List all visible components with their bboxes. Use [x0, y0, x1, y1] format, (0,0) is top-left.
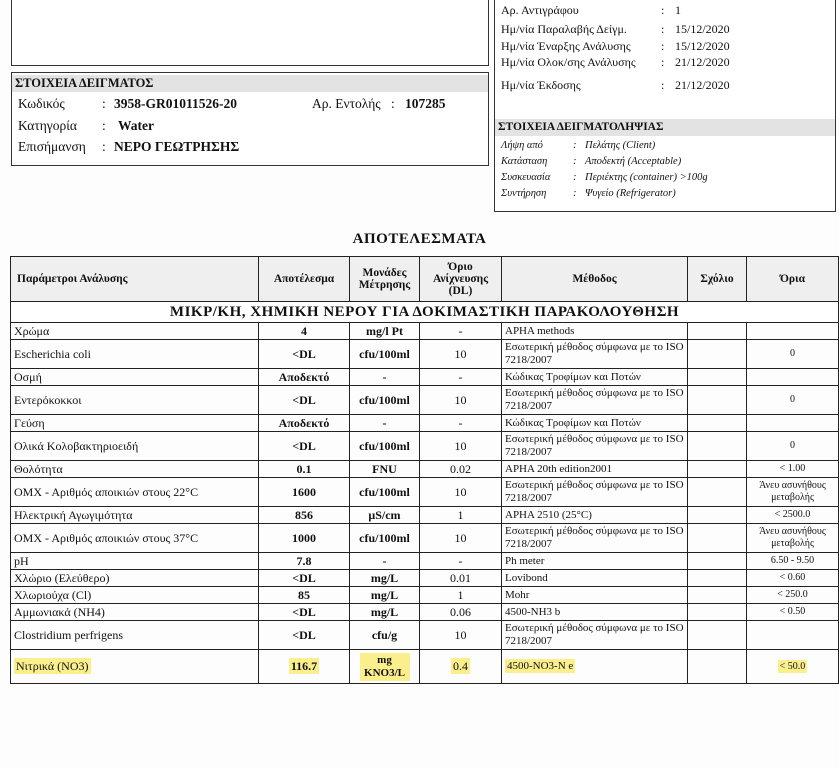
detection-limit-cell [420, 478, 502, 507]
method-cell-text: Κώδικας Τροφίμων και Ποτών [505, 416, 641, 429]
comment-cell [688, 461, 747, 478]
table-row [11, 461, 839, 478]
param-cell [11, 478, 259, 507]
detection-limit-cell-text: 0.06 [450, 604, 471, 619]
detection-limit-cell-text: 1 [457, 507, 464, 522]
unit-cell [350, 507, 420, 524]
result-cell-text: 856 [295, 507, 313, 522]
method-cell [502, 570, 688, 587]
sampling-value: Περιέκτης (container) >100g [585, 172, 708, 183]
table-row [11, 621, 839, 650]
unit-cell [350, 524, 420, 553]
comment-cell [688, 524, 747, 553]
detection-limit-cell [420, 553, 502, 570]
detection-limit-cell [420, 604, 502, 621]
limit-cell [747, 369, 839, 386]
comment-cell [688, 323, 747, 340]
limit-cell-text: < 250.0 [777, 589, 808, 600]
unit-cell [350, 432, 420, 461]
param-cell-text: ΟΜΧ - Αριθμός αποικιών στους 37°C [14, 530, 199, 545]
date-label: Ημ/νία Παραλαβής Δείγμ. [501, 22, 627, 36]
section-row [11, 302, 839, 323]
param-cell [11, 507, 259, 524]
result-cell-text: 4 [301, 323, 307, 338]
detection-limit-cell-text: - [458, 369, 463, 384]
sampling-label: Κατάσταση [501, 156, 548, 167]
date-value: 21/12/2020 [675, 78, 730, 92]
method-cell [502, 461, 688, 478]
method-cell-text: Εσωτερική μέθοδος σύμφωνα με το ISO 7218/2007 [505, 479, 684, 504]
date-sep: : [661, 55, 665, 69]
limit-cell-text: < 1.00 [779, 463, 806, 474]
result-cell-text: 1000 [292, 530, 316, 545]
param-cell [11, 415, 259, 432]
marking-label: Επισήμανση [18, 139, 86, 154]
detection-limit-cell-text: 0.01 [450, 570, 471, 585]
limit-cell-text: 0 [790, 440, 795, 451]
detection-limit-cell-text: - [458, 323, 463, 338]
unit-cell-text: mg KNO3/L [360, 653, 410, 681]
method-cell-text: APHA methods [505, 324, 575, 337]
detection-limit-cell [420, 386, 502, 415]
result-cell-text: 7.8 [296, 553, 312, 568]
code-label: Κωδικός [18, 96, 65, 111]
detection-limit-cell-text: - [458, 415, 463, 430]
method-cell [502, 415, 688, 432]
comment-cell [688, 340, 747, 369]
unit-cell [350, 415, 420, 432]
param-cell-text: ΟΜΧ - Αριθμός αποικιών στους 22°C [14, 484, 199, 499]
result-cell-text: Αποδεκτό [278, 369, 330, 384]
param-cell-text: Νιτρικά (NO3) [16, 659, 89, 673]
method-cell [502, 323, 688, 340]
result-cell [259, 340, 350, 369]
unit-cell-text: cfu/g [371, 627, 398, 642]
unit-cell-text: cfu/100ml [359, 346, 410, 361]
method-cell [502, 621, 688, 650]
result-cell [259, 432, 350, 461]
unit-cell [350, 587, 420, 604]
result-cell [259, 507, 350, 524]
dates-sampling-box [494, 0, 836, 212]
date-label: Ημ/νία Έκδοσης [501, 78, 581, 92]
unit-cell-text: - [382, 369, 387, 384]
method-cell [502, 369, 688, 386]
method-cell [502, 650, 688, 684]
unit-cell [350, 650, 420, 684]
method-cell [502, 478, 688, 507]
param-cell [11, 386, 259, 415]
sampling-label: Συσκευασία [501, 172, 551, 183]
param-cell [11, 587, 259, 604]
sampling-value: Πελάτης (Client) [585, 140, 656, 151]
param-cell [11, 650, 259, 684]
category-sep: : [102, 118, 106, 133]
detection-limit-cell [420, 340, 502, 369]
result-cell [259, 553, 350, 570]
method-cell-text: Εσωτερική μέθοδος σύμφωνα με το ISO 7218/2007 [505, 341, 684, 366]
limit-cell [747, 621, 839, 650]
detection-limit-cell-text: 0.02 [450, 461, 471, 476]
table-row [11, 323, 839, 340]
detection-limit-cell [420, 621, 502, 650]
category-label: Κατηγορία [18, 118, 77, 133]
results-table [10, 256, 839, 684]
sampling-sep: : [573, 156, 577, 167]
result-cell-text: <DL [292, 392, 316, 407]
sampling-sep: : [573, 188, 577, 199]
unit-cell-text: mg/L [370, 570, 399, 585]
limit-cell [747, 553, 839, 570]
result-cell-text: <DL [292, 438, 316, 453]
detection-limit-cell [420, 507, 502, 524]
limit-cell [747, 507, 839, 524]
code-value: 3958-GR01011526-20 [114, 96, 237, 111]
unit-cell-text: - [382, 415, 387, 430]
sampling-sep: : [573, 172, 577, 183]
unit-cell-text: mg/L [370, 587, 399, 602]
detection-limit-cell-text: 10 [454, 530, 467, 545]
comment-cell [688, 507, 747, 524]
table-row [11, 432, 839, 461]
sample-info-box [11, 72, 489, 166]
date-sep: : [661, 22, 665, 36]
comment-cell [688, 369, 747, 386]
param-cell [11, 323, 259, 340]
detection-limit-cell-text: 1 [457, 587, 464, 602]
limit-cell-text: 0 [790, 348, 795, 359]
unit-cell [350, 478, 420, 507]
col-header-limits: Όρια [747, 257, 839, 302]
unit-cell [350, 570, 420, 587]
method-cell-text: Κώδικας Τροφίμων και Ποτών [505, 370, 641, 383]
method-cell [502, 587, 688, 604]
unit-cell-text: cfu/100ml [359, 438, 410, 453]
method-cell-text: Mohr [505, 588, 530, 601]
comment-cell [688, 604, 747, 621]
limit-cell-text: Άνευ ασυνήθους μεταβολής [759, 480, 826, 503]
comment-cell [688, 587, 747, 604]
method-cell-text: Ph meter [505, 554, 545, 567]
order-label: Αρ. Εντολής [312, 96, 381, 111]
result-cell [259, 323, 350, 340]
order-sep: : [391, 96, 395, 111]
detection-limit-cell [420, 323, 502, 340]
unit-cell [350, 323, 420, 340]
method-cell-text: Εσωτερική μέθοδος σύμφωνα με το ISO 7218/2007 [505, 433, 684, 458]
result-cell-text: <DL [292, 627, 316, 642]
col-header-method: Μέθοδος [502, 257, 688, 302]
result-cell [259, 369, 350, 386]
unit-cell-text: - [382, 553, 387, 568]
table-row [11, 507, 839, 524]
method-cell [502, 432, 688, 461]
param-cell-text: Clostridium perfrigens [14, 627, 123, 642]
sampling-value: Αποδεκτή (Acceptable) [585, 156, 682, 167]
param-cell [11, 604, 259, 621]
unit-cell [350, 340, 420, 369]
unit-cell-text: FNU [372, 461, 397, 476]
param-cell [11, 553, 259, 570]
comment-cell [688, 621, 747, 650]
result-cell-text: <DL [292, 570, 316, 585]
limit-cell [747, 461, 839, 478]
table-row [11, 604, 839, 621]
detection-limit-cell [420, 524, 502, 553]
comment-cell [688, 650, 747, 684]
method-cell [502, 604, 688, 621]
sample-heading: ΣΤΟΙΧΕΙΑ ΔΕΙΓΜΑΤΟΣ [12, 75, 488, 92]
result-cell [259, 587, 350, 604]
header-blank-box [11, 0, 489, 66]
detection-limit-cell-text: 10 [454, 484, 467, 499]
table-row [11, 650, 839, 684]
sampling-label: Λήψη από [501, 140, 543, 151]
method-cell-text: Lovibond [505, 571, 548, 584]
method-cell-text: 4500-NH3 b [505, 605, 561, 618]
date-value: 15/12/2020 [675, 39, 730, 53]
comment-cell [688, 478, 747, 507]
detection-limit-cell-text: 10 [454, 627, 467, 642]
method-cell-text: Εσωτερική μέθοδος σύμφωνα με το ISO 7218/2007 [505, 387, 684, 412]
comment-cell [688, 432, 747, 461]
marking-value: ΝΕΡΟ ΓΕΩΤΡΗΣΗΣ [114, 139, 240, 154]
detection-limit-cell-text: 10 [454, 438, 467, 453]
result-cell [259, 621, 350, 650]
sampling-label: Συντήρηση [501, 188, 547, 199]
limit-cell-text: Άνευ ασυνήθους μεταβολής [759, 526, 826, 549]
result-cell [259, 524, 350, 553]
limit-cell [747, 524, 839, 553]
detection-limit-cell-text: - [458, 553, 463, 568]
detection-limit-cell [420, 369, 502, 386]
param-cell-text: Ολικά Κολοβακτηριοειδή [14, 438, 139, 453]
col-header-unit: Μονάδες Μέτρησης [350, 257, 420, 302]
marking-sep: : [102, 139, 106, 154]
col-header-parameter: Παράμετροι Ανάλυσης [11, 257, 259, 302]
limit-cell [747, 478, 839, 507]
table-row [11, 587, 839, 604]
result-cell [259, 415, 350, 432]
param-cell-text: Χλωριούχα (Cl) [14, 587, 92, 602]
limit-cell [747, 323, 839, 340]
method-cell-text: Εσωτερική μέθοδος σύμφωνα με το ISO 7218/2007 [505, 525, 684, 550]
results-title: ΑΠΟΤΕΛΕΣΜΑΤΑ [352, 231, 487, 247]
param-cell [11, 524, 259, 553]
result-cell [259, 478, 350, 507]
limit-cell [747, 340, 839, 369]
table-row [11, 415, 839, 432]
detection-limit-cell [420, 432, 502, 461]
detection-limit-cell-text: 10 [454, 346, 467, 361]
param-cell-text: Εντερόκοκκοι [14, 392, 82, 407]
date-value: 21/12/2020 [675, 55, 730, 69]
date-sep: : [661, 78, 665, 92]
col-header-comment: Σχόλιο [688, 257, 747, 302]
result-cell-text: 1600 [292, 484, 316, 499]
method-cell [502, 553, 688, 570]
method-cell-text: APHA 20th edition2001 [505, 462, 612, 475]
section-title: ΜΙΚΡ/ΚΗ, ΧΗΜΙΚΗ ΝΕΡΟΥ ΓΙΑ ΔΟΚΙΜΑΣΤΙΚΗ ΠΑΡΑΚΟΛΟΥΘΗΣΗ [11, 302, 839, 323]
method-cell-text: APHA 2510 (25°C) [505, 508, 592, 521]
sampling-value: Ψυγείο (Refrigerator) [585, 188, 676, 199]
limit-cell [747, 587, 839, 604]
param-cell-text: Θολότητα [14, 461, 63, 476]
comment-cell [688, 553, 747, 570]
table-row [11, 570, 839, 587]
param-cell [11, 369, 259, 386]
param-cell [11, 621, 259, 650]
result-cell-text: <DL [292, 604, 316, 619]
detection-limit-cell [420, 587, 502, 604]
param-cell-text: Χρώμα [14, 323, 50, 338]
detection-limit-cell-text: 0.4 [453, 659, 468, 673]
copy-value: 1 [675, 3, 681, 17]
limit-cell [747, 570, 839, 587]
result-cell-text: Αποδεκτό [278, 415, 330, 430]
limit-cell-text: 0 [790, 394, 795, 405]
result-cell [259, 604, 350, 621]
table-row [11, 478, 839, 507]
col-header-result: Αποτέλεσμα [259, 257, 350, 302]
unit-cell [350, 553, 420, 570]
copy-label: Αρ. Αντιγράφου [501, 3, 579, 17]
date-sep: : [661, 39, 665, 53]
date-label: Ημ/νία Ολοκ/σης Ανάλυσης [501, 55, 636, 69]
sampling-sep: : [573, 140, 577, 151]
unit-cell-text: μS/cm [368, 507, 401, 522]
param-cell-text: Αμμωνιακά (NH4) [14, 604, 105, 619]
param-cell-text: Γεύση [14, 415, 45, 430]
unit-cell-text: cfu/100ml [359, 530, 410, 545]
result-cell-text: <DL [292, 346, 316, 361]
unit-cell [350, 461, 420, 478]
code-sep: : [102, 96, 106, 111]
detection-limit-cell [420, 570, 502, 587]
param-cell-text: Χλώριο (Ελεύθερο) [14, 570, 110, 585]
result-cell [259, 650, 350, 684]
result-cell [259, 461, 350, 478]
table-row [11, 553, 839, 570]
param-cell-text: Οσμή [14, 369, 42, 384]
date-label: Ημ/νία Έναρξης Ανάλυσης [501, 39, 631, 53]
unit-cell [350, 621, 420, 650]
copy-sep: : [661, 3, 665, 17]
method-cell-text: Εσωτερική μέθοδος σύμφωνα με το ISO 7218/2007 [505, 622, 684, 647]
limit-cell-text: < 0.60 [779, 572, 806, 583]
table-row [11, 386, 839, 415]
result-cell [259, 386, 350, 415]
col-header-detection-limit: Όριο Ανίχνευσης (DL) [420, 257, 502, 302]
param-cell-text: pH [14, 553, 29, 568]
unit-cell-text: mg/l Pt [366, 323, 403, 338]
limit-cell [747, 604, 839, 621]
comment-cell [688, 570, 747, 587]
limit-cell [747, 386, 839, 415]
unit-cell [350, 369, 420, 386]
method-cell [502, 507, 688, 524]
param-cell [11, 340, 259, 369]
detection-limit-cell [420, 415, 502, 432]
comment-cell [688, 415, 747, 432]
method-cell [502, 386, 688, 415]
result-cell-text: 116.7 [290, 659, 318, 673]
table-row [11, 524, 839, 553]
param-cell-text: Ηλεκτρική Αγωγιμότητα [14, 507, 133, 522]
limit-cell-text: < 0.50 [779, 606, 806, 617]
category-value: Water [118, 118, 154, 133]
table-row [11, 369, 839, 386]
unit-cell-text: cfu/100ml [359, 484, 410, 499]
limit-cell-text: 6.50 - 9.50 [770, 555, 815, 566]
limit-cell [747, 650, 839, 684]
detection-limit-cell [420, 650, 502, 684]
unit-cell-text: cfu/100ml [359, 392, 410, 407]
detection-limit-cell [420, 461, 502, 478]
unit-cell [350, 604, 420, 621]
order-value: 107285 [405, 96, 446, 111]
result-cell [259, 570, 350, 587]
method-cell-text: 4500-NO3-N e [507, 660, 574, 672]
param-cell-text: Escherichia coli [14, 346, 91, 361]
sampling-heading: ΣΤΟΙΧΕΙΑ ΔΕΙΓΜΑΤΟΛΗΨΙΑΣ [495, 119, 835, 136]
result-cell-text: 85 [298, 587, 310, 602]
results-header-row [11, 257, 839, 302]
method-cell [502, 340, 688, 369]
unit-cell-text: mg/L [370, 604, 399, 619]
comment-cell [688, 386, 747, 415]
limit-cell [747, 415, 839, 432]
detection-limit-cell-text: 10 [454, 392, 467, 407]
limit-cell [747, 432, 839, 461]
param-cell [11, 570, 259, 587]
date-value: 15/12/2020 [675, 22, 730, 36]
result-cell-text: 0.1 [296, 461, 312, 476]
limit-cell-text: < 50.0 [779, 660, 806, 672]
unit-cell [350, 386, 420, 415]
limit-cell-text: < 2500.0 [774, 509, 811, 520]
param-cell [11, 461, 259, 478]
method-cell [502, 524, 688, 553]
table-row [11, 340, 839, 369]
param-cell [11, 432, 259, 461]
